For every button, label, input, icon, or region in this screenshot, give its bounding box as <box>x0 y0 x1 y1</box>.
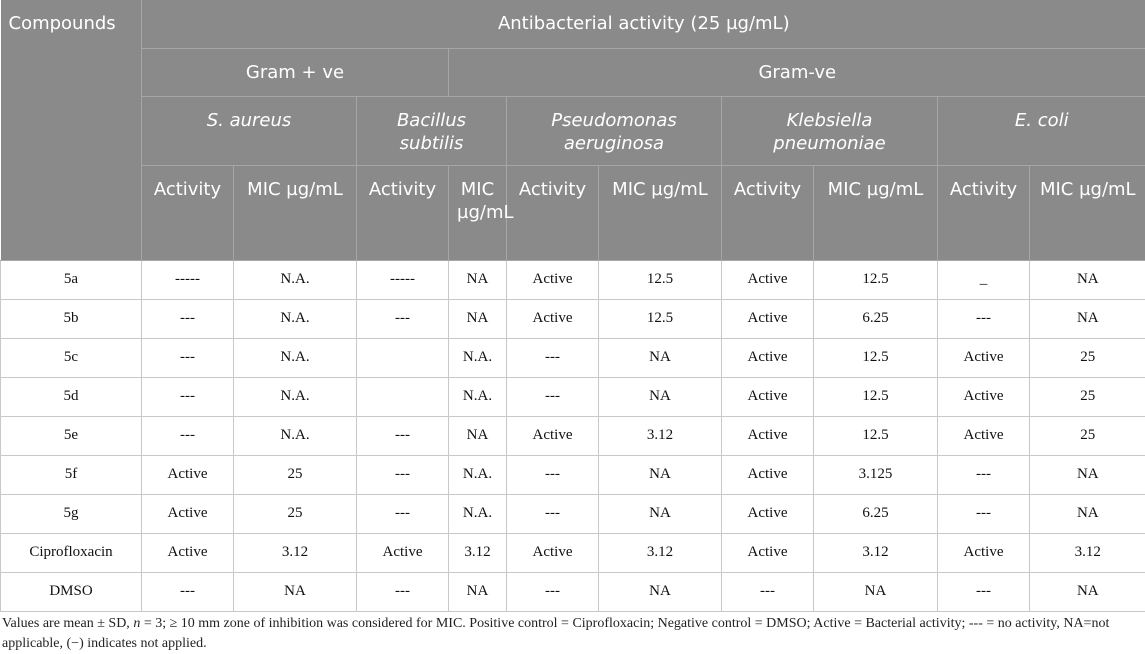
mic-header: MIC µg/mL <box>234 165 357 260</box>
mic-cell: 12.5 <box>814 338 938 377</box>
activity-cell: Active <box>722 338 814 377</box>
footnote-n: n <box>133 616 140 631</box>
mic-cell: NA <box>449 299 507 338</box>
activity-cell: --- <box>142 416 234 455</box>
activity-cell <box>357 338 449 377</box>
mic-cell: 12.5 <box>599 260 722 299</box>
activity-cell: --- <box>507 494 599 533</box>
mic-cell: NA <box>599 494 722 533</box>
mic-cell: NA <box>599 455 722 494</box>
activity-cell: Active <box>507 299 599 338</box>
mic-cell: 12.5 <box>814 377 938 416</box>
mic-cell: 25 <box>1030 416 1145 455</box>
activity-cell: Active <box>722 260 814 299</box>
activity-cell: --- <box>507 338 599 377</box>
antibacterial-activity-header: Antibacterial activity (25 µg/mL) <box>142 0 1145 48</box>
activity-cell: --- <box>507 377 599 416</box>
mic-cell: 3.12 <box>814 533 938 572</box>
mic-cell: 6.25 <box>814 494 938 533</box>
activity-cell: --- <box>938 572 1030 611</box>
table-row <box>1 299 1145 338</box>
activity-cell: Active <box>938 338 1030 377</box>
mic-header: MIC µg/mL <box>449 165 507 260</box>
table-row <box>1 533 1145 572</box>
mic-cell: 12.5 <box>599 299 722 338</box>
compound-cell: 5d <box>1 377 142 416</box>
mic-header: MIC µg/mL <box>599 165 722 260</box>
footnote-text: Values are mean ± SD, <box>2 616 133 631</box>
activity-cell: Active <box>357 533 449 572</box>
mic-cell: 3.12 <box>1030 533 1145 572</box>
mic-cell: NA <box>1030 455 1145 494</box>
activity-cell: ----- <box>142 260 234 299</box>
mic-cell: N.A. <box>234 416 357 455</box>
activity-cell: --- <box>938 299 1030 338</box>
activity-cell <box>357 377 449 416</box>
mic-cell: N.A. <box>234 299 357 338</box>
activity-cell: --- <box>357 299 449 338</box>
mic-cell: 25 <box>1030 377 1145 416</box>
compound-cell: Ciprofloxacin <box>1 533 142 572</box>
gram-negative-header: Gram-ve <box>449 48 1145 96</box>
activity-cell: Active <box>507 533 599 572</box>
activity-cell: --- <box>142 299 234 338</box>
table-row <box>1 416 1145 455</box>
mic-cell: NA <box>1030 299 1145 338</box>
mic-cell: N.A. <box>449 377 507 416</box>
table-row <box>1 494 1145 533</box>
activity-header: Activity <box>507 165 599 260</box>
activity-cell: Active <box>722 377 814 416</box>
activity-cell: --- <box>357 494 449 533</box>
activity-cell: --- <box>722 572 814 611</box>
activity-cell: Active <box>938 533 1030 572</box>
compound-cell: DMSO <box>1 572 142 611</box>
mic-cell: N.A. <box>234 377 357 416</box>
mic-cell: N.A. <box>449 338 507 377</box>
activity-header: Activity <box>722 165 814 260</box>
activity-cell: Active <box>938 377 1030 416</box>
activity-cell: Active <box>722 494 814 533</box>
mic-cell: N.A. <box>449 455 507 494</box>
activity-cell: _ <box>938 260 1030 299</box>
activity-cell: --- <box>938 455 1030 494</box>
activity-header: Activity <box>938 165 1030 260</box>
footnote-text-rest: = 3; ≥ 10 mm zone of inhibition was considered for MIC. Positive control = Ciprofloxacin; Negative control = DMSO; Active = Bacterial activity; --- = no activity, NA=not applicable, (−) indicates not applied. <box>2 616 1109 651</box>
activity-cell: --- <box>142 338 234 377</box>
activity-cell: Active <box>142 533 234 572</box>
table-row <box>1 455 1145 494</box>
mic-cell: NA <box>1030 260 1145 299</box>
activity-cell: --- <box>142 572 234 611</box>
mic-cell: NA <box>599 377 722 416</box>
mic-cell: NA <box>1030 572 1145 611</box>
activity-cell: Active <box>938 416 1030 455</box>
activity-cell: --- <box>142 377 234 416</box>
mic-cell: 12.5 <box>814 416 938 455</box>
activity-cell: Active <box>507 416 599 455</box>
mic-header: MIC µg/mL <box>1030 165 1145 260</box>
mic-cell: 3.12 <box>449 533 507 572</box>
table-header <box>1 0 1145 260</box>
mic-cell: 25 <box>234 494 357 533</box>
compound-cell: 5b <box>1 299 142 338</box>
organism-pseudomonas-aeruginosa: Pseudomonas aeruginosa <box>507 96 722 165</box>
activity-cell: Active <box>722 455 814 494</box>
activity-cell: Active <box>507 260 599 299</box>
compound-cell: 5f <box>1 455 142 494</box>
table-row <box>1 338 1145 377</box>
mic-cell: 3.12 <box>599 416 722 455</box>
organism-s-aureus: S. aureus <box>142 96 357 165</box>
organism-klebsiella-pneumoniae: Klebsiella pneumoniae <box>722 96 938 165</box>
activity-cell: --- <box>357 455 449 494</box>
mic-cell: N.A. <box>234 338 357 377</box>
compounds-header: Compounds <box>1 0 142 260</box>
mic-cell: 3.12 <box>234 533 357 572</box>
activity-cell: Active <box>722 533 814 572</box>
activity-cell: Active <box>142 455 234 494</box>
mic-cell: NA <box>449 572 507 611</box>
activity-cell: --- <box>507 572 599 611</box>
mic-cell: 25 <box>234 455 357 494</box>
gram-positive-header: Gram + ve <box>142 48 449 96</box>
table-row <box>1 572 1145 611</box>
mic-cell: NA <box>599 572 722 611</box>
mic-cell: 12.5 <box>814 260 938 299</box>
compound-cell: 5c <box>1 338 142 377</box>
compound-cell: 5a <box>1 260 142 299</box>
mic-cell: NA <box>814 572 938 611</box>
mic-cell: 3.125 <box>814 455 938 494</box>
mic-cell: 3.12 <box>599 533 722 572</box>
activity-cell: Active <box>722 299 814 338</box>
activity-header: Activity <box>142 165 234 260</box>
activity-cell: --- <box>938 494 1030 533</box>
mic-cell: NA <box>449 260 507 299</box>
mic-cell: 6.25 <box>814 299 938 338</box>
mic-cell: NA <box>1030 494 1145 533</box>
mic-cell: NA <box>599 338 722 377</box>
compound-cell: 5g <box>1 494 142 533</box>
activity-cell: --- <box>357 416 449 455</box>
organism-bacillus-subtilis: Bacillus subtilis <box>357 96 507 165</box>
mic-cell: NA <box>234 572 357 611</box>
compound-cell: 5e <box>1 416 142 455</box>
table-footnote <box>2 614 1142 654</box>
table-row <box>1 260 1145 299</box>
activity-cell: --- <box>357 572 449 611</box>
activity-cell: Active <box>142 494 234 533</box>
mic-cell: NA <box>449 416 507 455</box>
activity-cell: Active <box>722 416 814 455</box>
mic-cell: N.A. <box>449 494 507 533</box>
mic-header: MIC µg/mL <box>814 165 938 260</box>
mic-cell: 25 <box>1030 338 1145 377</box>
table-body <box>1 260 1145 611</box>
activity-cell: ----- <box>357 260 449 299</box>
organism-e-coli: E. coli <box>938 96 1145 165</box>
mic-cell: N.A. <box>234 260 357 299</box>
activity-cell: --- <box>507 455 599 494</box>
activity-header: Activity <box>357 165 449 260</box>
table-row <box>1 377 1145 416</box>
